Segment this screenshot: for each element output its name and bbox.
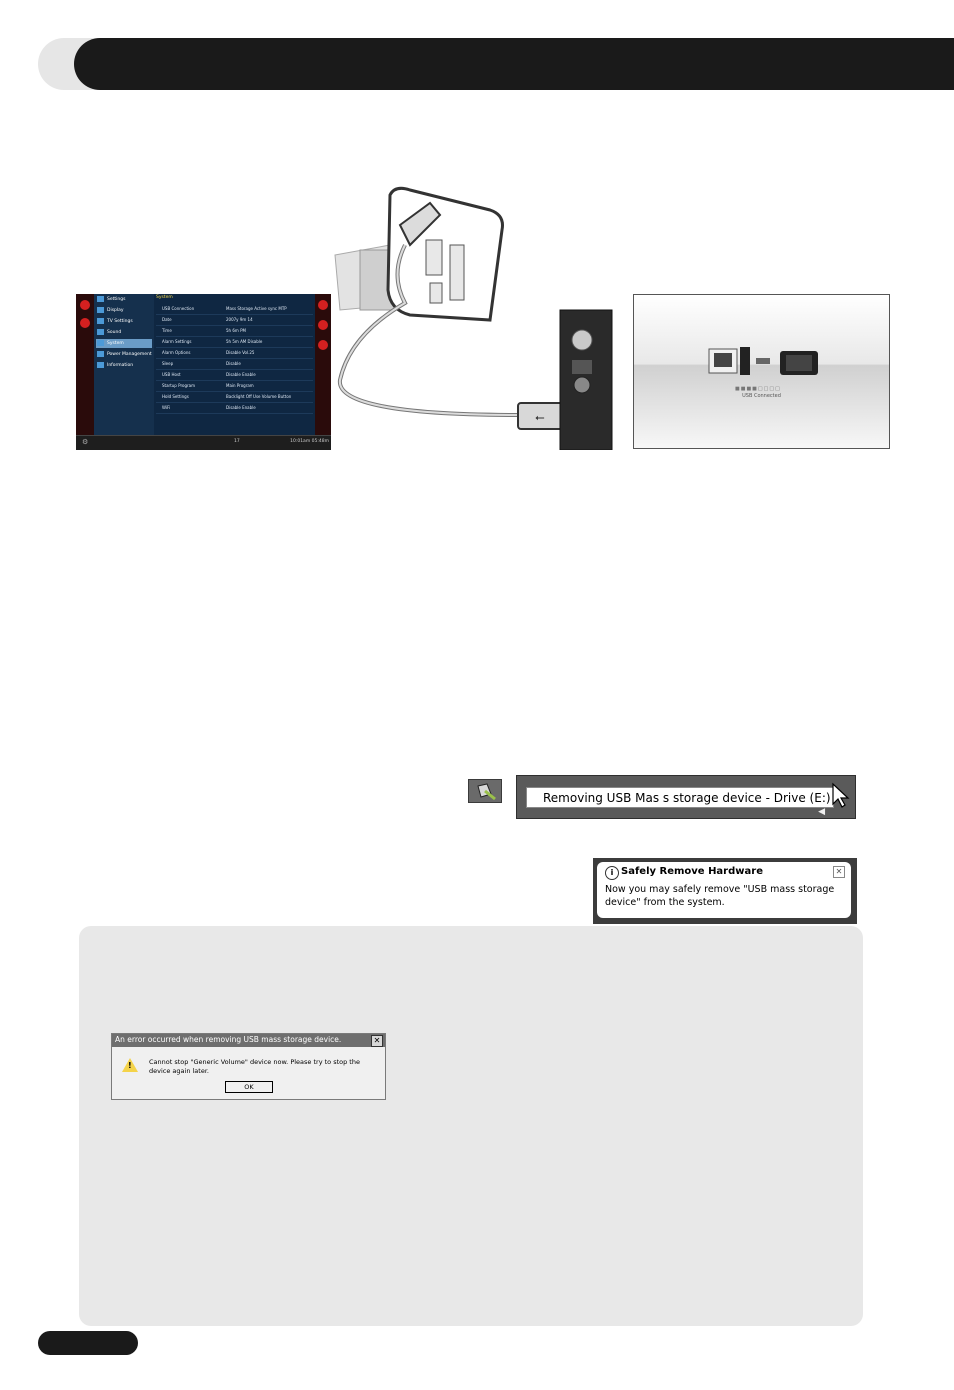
page-number-tab (38, 1331, 138, 1355)
error-dialog (111, 1033, 386, 1100)
note-panel (79, 926, 863, 1326)
balloon-body (597, 862, 851, 918)
balloon-title: Safely Remove Hardware (621, 866, 763, 877)
menu-item-tv-settings[interactable]: TV Settings (96, 317, 152, 326)
volume-level: 17 (234, 439, 240, 444)
power-icon (97, 351, 104, 357)
menu-item-display[interactable]: Display (96, 306, 152, 315)
sound-icon (97, 329, 104, 335)
close-icon[interactable]: ✕ (833, 866, 845, 878)
device-side-icon (560, 310, 612, 450)
plug-eject-icon (469, 780, 501, 802)
system-panel (154, 294, 315, 436)
setting-row[interactable]: Time 5h 6m PM (156, 326, 313, 337)
dialog-title: An error occurred when removing USB mass storage device. (115, 1035, 342, 1044)
safely-remove-balloon (593, 858, 857, 924)
menu-item-power-management[interactable]: Power Management (96, 350, 152, 359)
setting-row[interactable]: Date 2007y 9m 14 (156, 315, 313, 326)
right-side-panel (315, 294, 331, 436)
settings-menu (94, 294, 154, 436)
dialog-message: Cannot stop "Generic Volume" device now. Please try to stop the device again later. (149, 1058, 360, 1075)
tv-icon (97, 318, 104, 324)
red-button-icon (80, 300, 90, 310)
dialog-title-bar (112, 1034, 385, 1047)
info-icon (97, 362, 104, 368)
setting-row[interactable]: Hold Settings Backlight Off Use Volume Button (156, 392, 313, 403)
taskbar-tooltip (516, 775, 856, 819)
panel-title: System (156, 295, 173, 300)
safely-remove-tray-icon[interactable] (468, 779, 502, 803)
usb-connected-screen (633, 294, 890, 449)
header-bar (74, 38, 954, 90)
settings-icon (97, 296, 104, 302)
removing-tooltip: Removing USB Mas s storage device - Drive (E:) (526, 787, 834, 808)
clock-readout: 10:01am 05:48m (290, 439, 329, 444)
gear-icon[interactable]: ⚙ (82, 438, 89, 446)
menu-item-system[interactable]: System (96, 339, 152, 348)
close-icon[interactable]: ✕ (371, 1035, 383, 1047)
usb-connection-illustration (330, 185, 620, 450)
menu-item-sound[interactable]: Sound (96, 328, 152, 337)
info-icon: i (605, 866, 619, 880)
setting-row[interactable]: WiFi Disable Enable (156, 403, 313, 414)
status-bar (76, 435, 331, 450)
red-button-icon (318, 320, 328, 330)
system-icon (97, 340, 104, 346)
red-button-icon (318, 300, 328, 310)
ok-button[interactable]: OK (225, 1081, 273, 1093)
red-button-icon (318, 340, 328, 350)
setting-row[interactable]: Sleep Disable (156, 359, 313, 370)
progress-dots: ■■■■□□□□ (735, 386, 781, 392)
menu-item-information[interactable]: Information (96, 361, 152, 370)
display-icon (97, 307, 104, 313)
left-side-panel (76, 294, 94, 436)
usb-connected-label: USB Connected (742, 393, 781, 399)
warning-mark: ! (128, 1061, 132, 1070)
cursor-arrow-icon (827, 780, 853, 810)
usb-connected-graphic (704, 345, 824, 385)
setting-row[interactable]: USB Host Disable Enable (156, 370, 313, 381)
setting-row[interactable]: Startup Program Main Program (156, 381, 313, 392)
device-settings-screen (76, 294, 331, 450)
setting-row[interactable]: USB Connection Mass Storage Active sync MTP (156, 304, 313, 315)
balloon-message: Now you may safely remove "USB mass storage device" from the system. (605, 884, 835, 908)
setting-row[interactable]: Alarm Settings 5h 5m AM Disable (156, 337, 313, 348)
menu-header: Settings (96, 295, 152, 304)
setting-row[interactable]: Alarm Options Disable Vol.25 (156, 348, 313, 359)
svg-text:⭠: ⭠ (535, 410, 545, 424)
chevron-left-icon[interactable]: ◀ (818, 807, 825, 817)
red-button-icon (80, 318, 90, 328)
